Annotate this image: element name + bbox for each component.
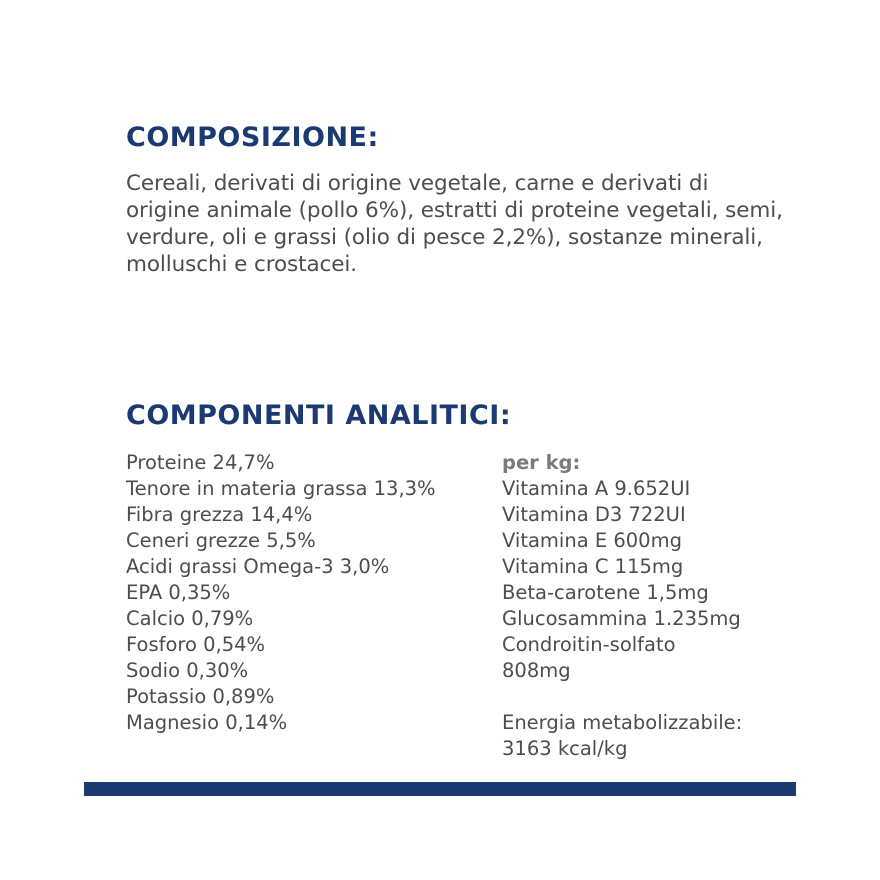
analytical-left-list — [126, 450, 486, 736]
analytical-item: EPA 0,35% — [126, 581, 231, 604]
bottom-divider-bar — [84, 782, 796, 796]
analytical-item: Fosforo 0,54% — [126, 633, 266, 656]
analytical-item: Fibra grezza 14,4% — [126, 503, 313, 526]
energy-label: Energia metabolizzabile: — [502, 711, 743, 734]
vitamin-item: 808mg — [502, 659, 571, 682]
analytical-components-heading: COMPONENTI ANALITICI: — [126, 400, 512, 431]
analytical-item: Acidi grassi Omega-3 3,0% — [126, 555, 390, 578]
vitamin-item: Beta-carotene 1,5mg — [502, 581, 709, 604]
composition-heading: COMPOSIZIONE: — [126, 122, 379, 153]
analytical-item: Potassio 0,89% — [126, 685, 275, 708]
analytical-item: Sodio 0,30% — [126, 659, 249, 682]
analytical-item: Tenore in materia grassa 13,3% — [126, 477, 436, 500]
vitamin-item: Vitamina E 600mg — [502, 529, 682, 552]
vitamin-item: Vitamina D3 722UI — [502, 503, 686, 526]
per-kg-label: per kg: — [502, 451, 581, 474]
analytical-item: Calcio 0,79% — [126, 607, 254, 630]
vitamin-item: Condroitin-solfato — [502, 633, 676, 656]
vitamin-item: Vitamina A 9.652UI — [502, 477, 691, 500]
list-spacer — [502, 684, 802, 710]
vitamin-item: Glucosammina 1.235mg — [502, 607, 741, 630]
per-kg-list — [502, 450, 802, 762]
composition-text: Cereali, derivati di origine vegetale, carne e derivati di origine animale (pollo 6%), estratti di proteine vegetali, semi, verdure, oli e grassi (olio di pesce 2,2%), sostanze minerali, molluschi e crostacei. — [126, 171, 783, 277]
energy-value: 3163 kcal/kg — [502, 737, 628, 760]
analytical-item: Magnesio 0,14% — [126, 711, 288, 734]
vitamin-item: Vitamina C 115mg — [502, 555, 684, 578]
analytical-item: Proteine 24,7% — [126, 451, 275, 474]
analytical-item: Ceneri grezze 5,5% — [126, 529, 316, 552]
